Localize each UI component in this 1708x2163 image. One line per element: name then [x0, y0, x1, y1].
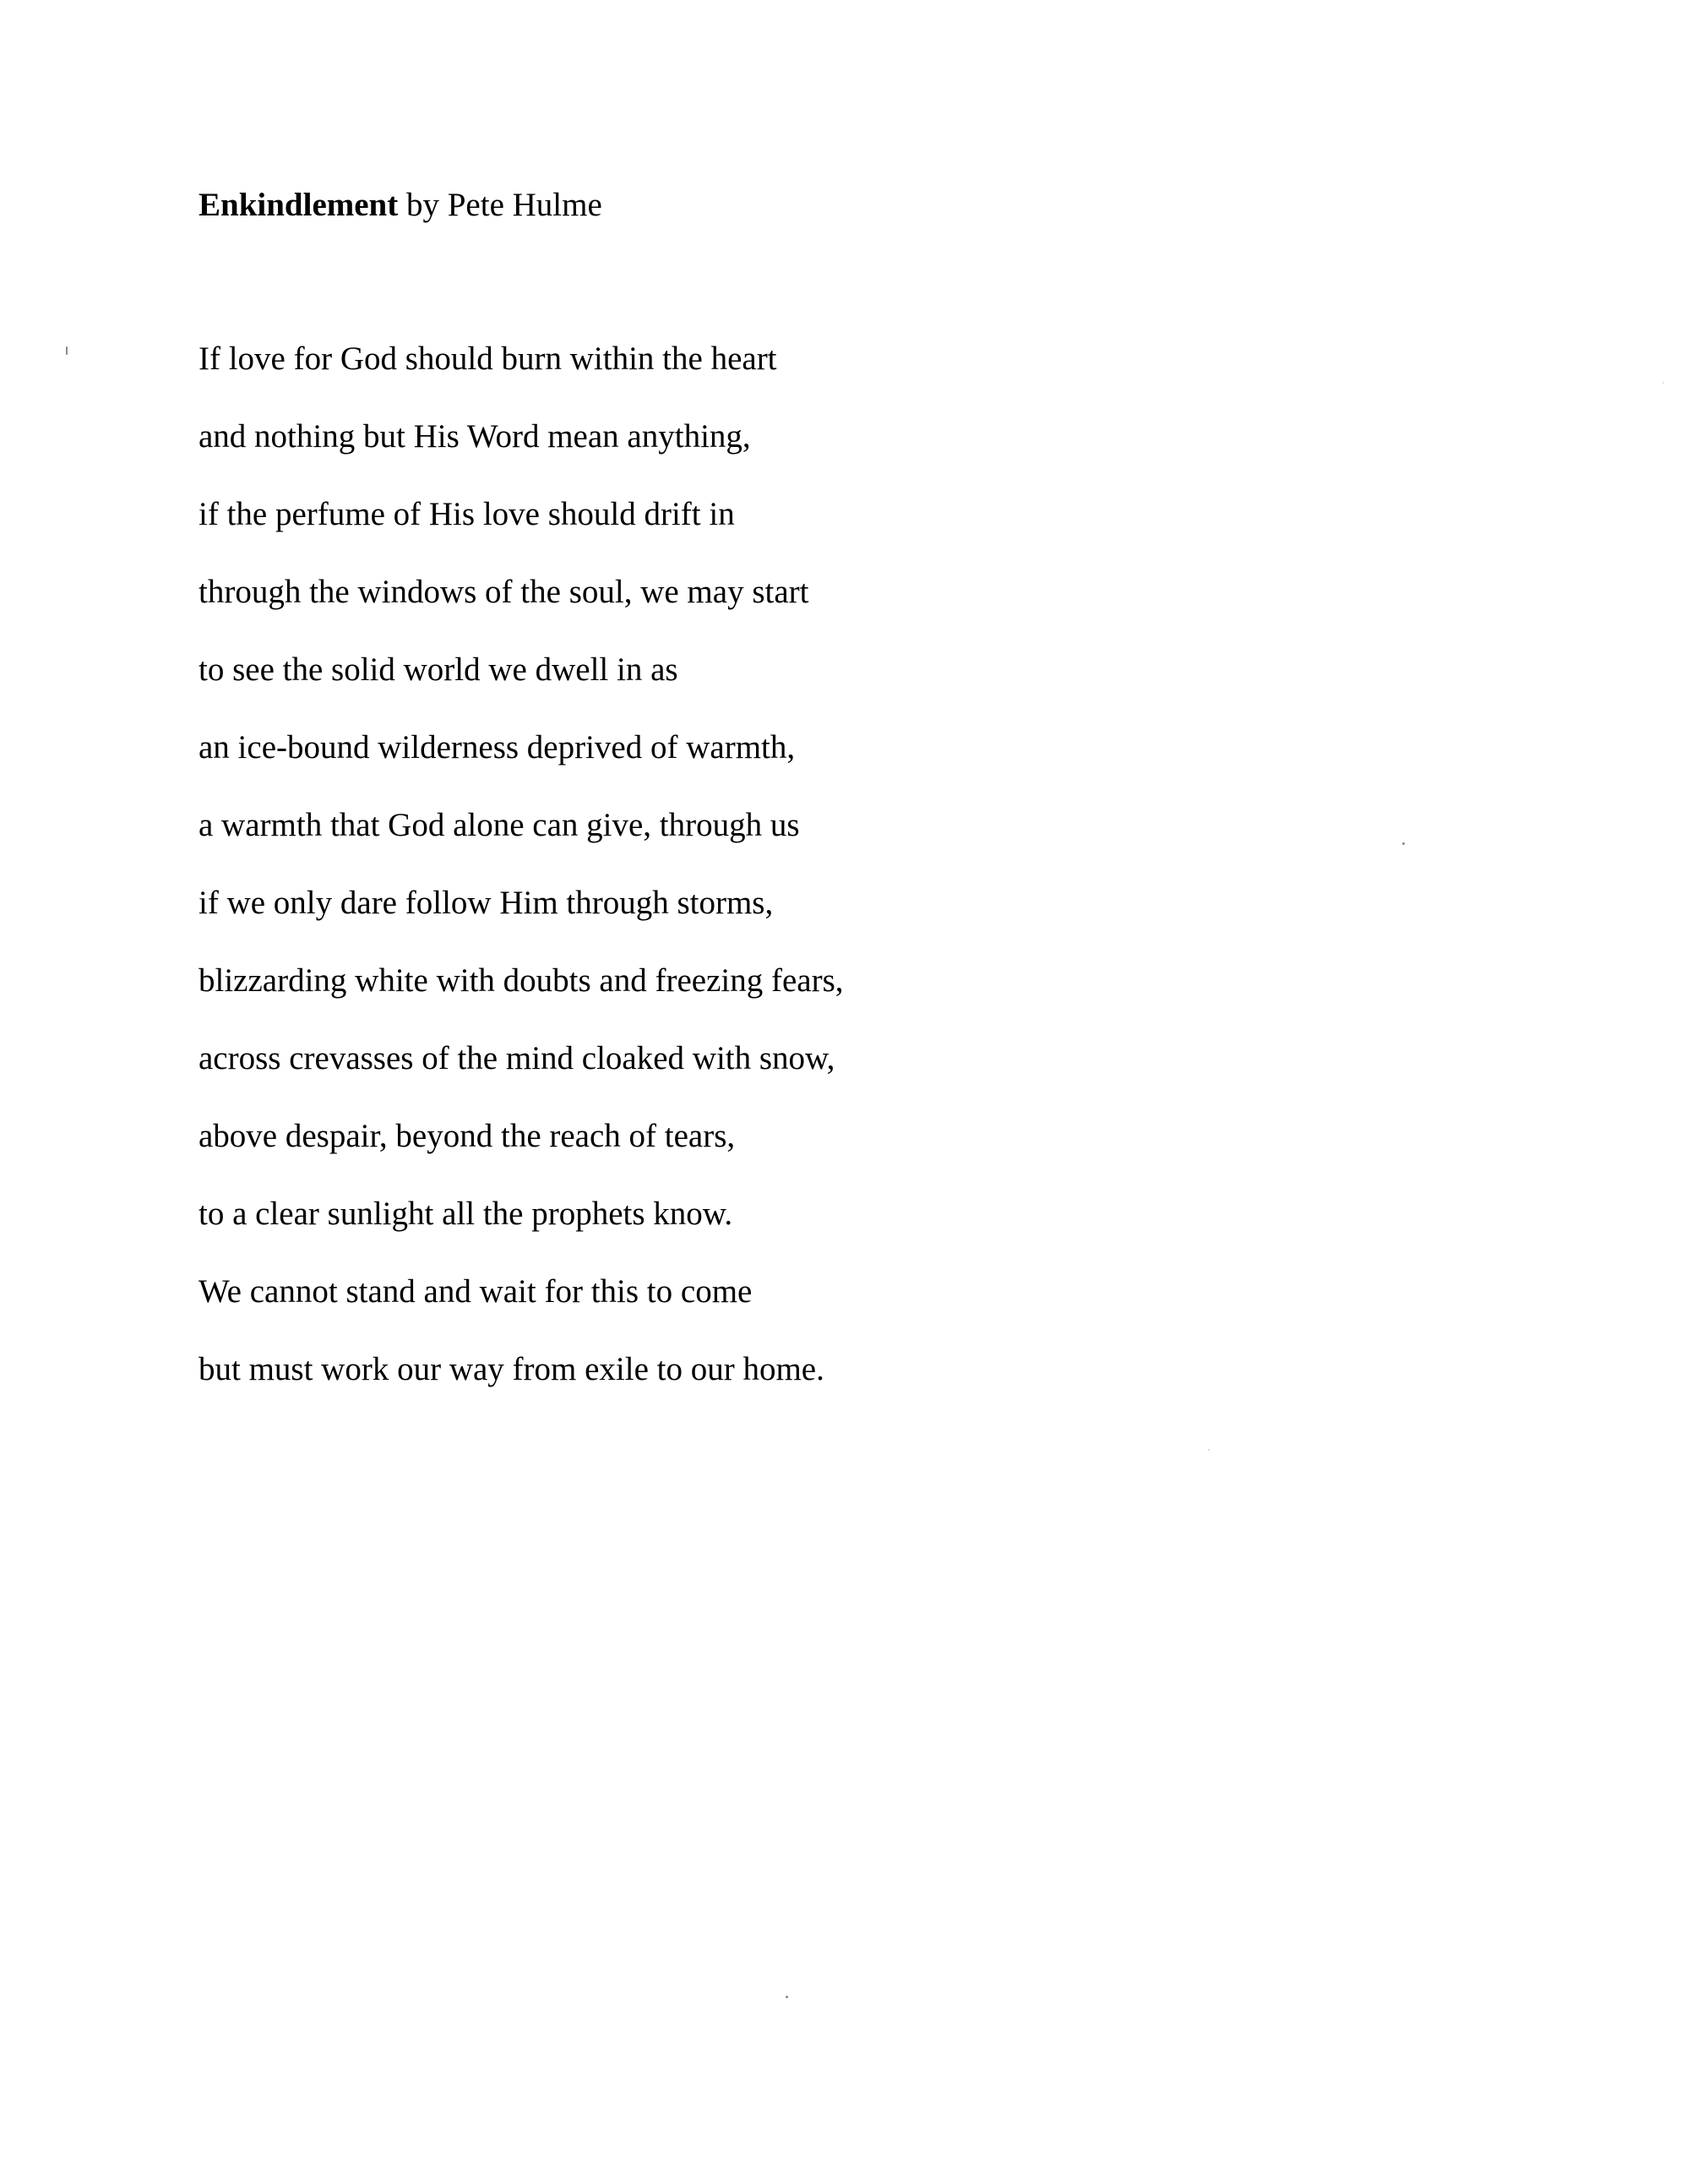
scan-speck — [66, 346, 68, 355]
scan-speck — [1208, 1449, 1210, 1451]
poem-line: blizzarding white with doubts and freezing fears, — [199, 962, 844, 999]
poem-title-byline: by Pete Hulme — [398, 187, 602, 223]
poem-title-work: Enkindlement — [199, 187, 399, 223]
poem-line: above despair, beyond the reach of tears, — [199, 1118, 736, 1154]
poem-line: through the windows of the soul, we may start — [199, 574, 809, 610]
poem-line: to a clear sunlight all the prophets know. — [199, 1196, 733, 1232]
scan-speck — [1662, 382, 1664, 384]
poem-body — [199, 338, 844, 1426]
scan-speck — [1402, 842, 1405, 845]
poem-line: and nothing but His Word mean anything, — [199, 418, 751, 455]
poem-line: We cannot stand and wait for this to come — [199, 1273, 753, 1310]
poem-line: a warmth that God alone can give, through us — [199, 807, 800, 843]
poem-line: if the perfume of His love should drift in — [199, 496, 735, 532]
poem-line: to see the solid world we dwell in as — [199, 651, 678, 688]
poem-line: an ice-bound wilderness deprived of warmth, — [199, 729, 796, 765]
poem-line: if we only dare follow Him through storms, — [199, 885, 774, 921]
poem-line: If love for God should burn within the heart — [199, 341, 777, 377]
poem-title — [199, 184, 602, 226]
poem-line: but must work our way from exile to our home. — [199, 1351, 824, 1387]
scan-speck — [786, 1996, 788, 1998]
poem-line: across crevasses of the mind cloaked with snow, — [199, 1040, 835, 1076]
